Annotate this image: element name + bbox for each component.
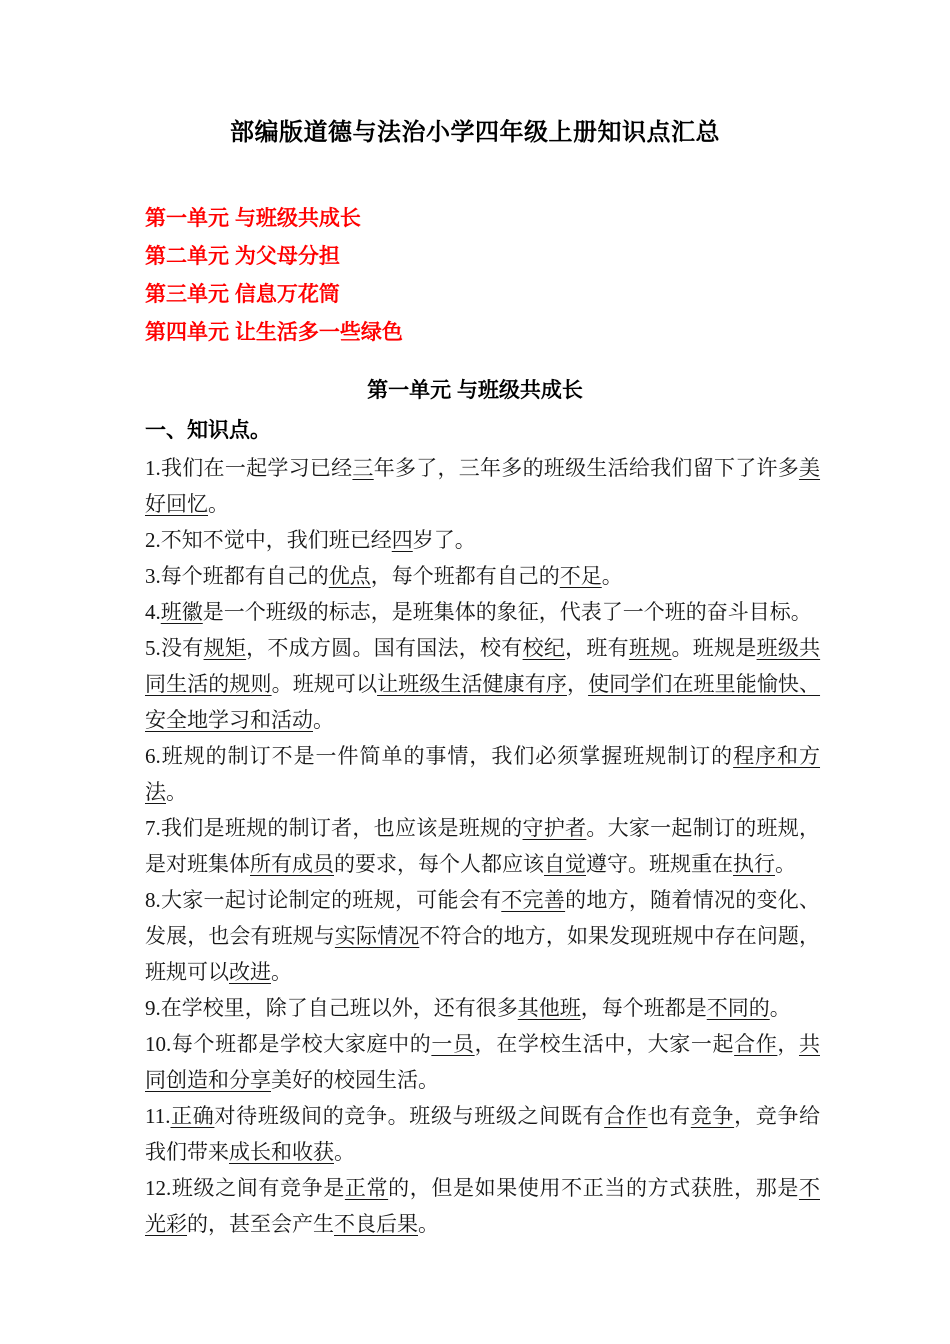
text-run: 12.班级之间有竞争是 bbox=[145, 1176, 345, 1200]
underlined-term: 自觉 bbox=[544, 852, 586, 876]
knowledge-point bbox=[145, 738, 820, 810]
text-run: 的地方，随着情况的变化、发展，也会有班规与 bbox=[145, 888, 821, 948]
toc-item-unit2: 第二单元 为父母分担 bbox=[145, 245, 340, 268]
underlined-term: 三 bbox=[352, 456, 374, 480]
text-run: 11. bbox=[145, 1104, 171, 1128]
text-run: 5.没有 bbox=[145, 636, 204, 660]
text-run: 年多了，三年多的班级生活给我们留下了许多 bbox=[373, 456, 800, 480]
text-run: 。 bbox=[601, 564, 623, 588]
knowledge-point bbox=[145, 450, 820, 522]
knowledge-point bbox=[145, 810, 820, 882]
underlined-term: 实际情况 bbox=[334, 924, 420, 948]
underlined-term: 校纪 bbox=[522, 636, 566, 660]
knowledge-points-label: 一、知识点。 bbox=[145, 419, 271, 442]
underlined-term: 不光彩 bbox=[145, 1176, 820, 1236]
text-run: 不符合的地方，如果发现班规中存在问题，班规可以 bbox=[145, 924, 821, 984]
underlined-term: 一员 bbox=[431, 1032, 475, 1056]
text-run: 6.班规的制订不是一件简单的事情，我们必须掌握班规制订的 bbox=[145, 744, 734, 768]
text-run: 。大家一起制订的班规，是对班集体 bbox=[145, 816, 821, 876]
knowledge-point bbox=[145, 558, 820, 594]
text-run: 的，甚至会产生 bbox=[187, 1212, 334, 1236]
underlined-term: 四 bbox=[391, 528, 413, 552]
text-run: 对待班级间的竞争。班级与班级之间既有 bbox=[214, 1104, 605, 1128]
underlined-term: 优点 bbox=[328, 564, 371, 588]
text-run: 。班规可以 bbox=[271, 672, 378, 696]
text-run: ，班有 bbox=[565, 636, 629, 660]
text-run: 8.大家一起讨论制定的班规，可能会有 bbox=[145, 888, 502, 912]
underlined-term: 合作 bbox=[734, 1032, 778, 1056]
text-run: ，竞争给我们带来 bbox=[145, 1104, 821, 1164]
knowledge-points-list bbox=[145, 450, 820, 1242]
text-run: 。 bbox=[418, 1212, 439, 1236]
text-run: ， bbox=[777, 1032, 799, 1056]
text-run: 9.在学校里，除了自己班以外，还有很多 bbox=[145, 996, 518, 1020]
underlined-term: 不同的 bbox=[706, 996, 770, 1020]
text-run: ，不成方圆。国有国法，校有 bbox=[246, 636, 523, 660]
text-run: ，在学校生活中，大家一起 bbox=[474, 1032, 735, 1056]
knowledge-point bbox=[145, 1026, 820, 1098]
text-run: ， bbox=[566, 672, 589, 696]
knowledge-point bbox=[145, 594, 820, 630]
text-run: ，每个班都是 bbox=[580, 996, 707, 1020]
section-heading: 第一单元 与班级共成长 bbox=[367, 379, 583, 402]
text-run: 3.每个班都有自己的 bbox=[145, 564, 329, 588]
text-run: 美好的校园生活。 bbox=[271, 1068, 439, 1092]
document-title: 部编版道德与法治小学四年级上册知识点汇总 bbox=[230, 119, 720, 146]
underlined-term: 使同学们在班里能愉快、安全地学习和活动 bbox=[145, 672, 821, 732]
underlined-term: 美好回忆 bbox=[145, 456, 821, 516]
text-run: 遵守。班规重在 bbox=[586, 852, 733, 876]
text-run: ，每个班都有自己的 bbox=[370, 564, 560, 588]
text-run: 。 bbox=[775, 852, 796, 876]
knowledge-point bbox=[145, 1098, 820, 1170]
toc-item-unit4: 第四单元 让生活多一些绿色 bbox=[145, 321, 403, 344]
underlined-term: 让班级生活健康有序 bbox=[377, 672, 567, 696]
text-run: 。 bbox=[271, 960, 292, 984]
underlined-term: 守护者 bbox=[522, 816, 587, 840]
underlined-term: 不良后果 bbox=[334, 1212, 418, 1236]
underlined-term: 合作 bbox=[604, 1104, 648, 1128]
underlined-term: 班规 bbox=[628, 636, 672, 660]
text-run: 4. bbox=[145, 600, 161, 624]
underlined-term: 执行 bbox=[733, 852, 775, 876]
underlined-term: 正常 bbox=[344, 1176, 389, 1200]
knowledge-point bbox=[145, 882, 820, 990]
text-run: 的，但是如果使用不正当的方式获胜，那是 bbox=[388, 1176, 799, 1200]
knowledge-point bbox=[145, 990, 820, 1026]
toc-item-unit1: 第一单元 与班级共成长 bbox=[145, 207, 361, 230]
underlined-term: 改进 bbox=[229, 960, 271, 984]
knowledge-point bbox=[145, 522, 820, 558]
underlined-term: 不足 bbox=[559, 564, 602, 588]
text-run: 是一个班级的标志，是班集体的象征，代表了一个班的奋斗目标。 bbox=[202, 600, 812, 624]
underlined-term: 班级共同生活的规则 bbox=[145, 636, 821, 696]
underlined-term: 正确 bbox=[170, 1104, 215, 1128]
text-run: 。 bbox=[313, 708, 334, 732]
underlined-term: 所有成员 bbox=[250, 852, 334, 876]
text-run: 1.我们在一起学习已经 bbox=[145, 456, 353, 480]
underlined-term: 其他班 bbox=[517, 996, 581, 1020]
underlined-term: 程序和方法 bbox=[145, 744, 821, 804]
text-run: 。班规是 bbox=[671, 636, 757, 660]
underlined-term: 不完善 bbox=[501, 888, 566, 912]
toc-item-unit3: 第三单元 信息万花筒 bbox=[145, 283, 340, 306]
text-run: 。 bbox=[166, 780, 187, 804]
underlined-term: 规矩 bbox=[203, 636, 247, 660]
underlined-term: 成长和收获 bbox=[229, 1140, 334, 1164]
text-run: 10.每个班都是学校大家庭中的 bbox=[145, 1032, 432, 1056]
unit-toc bbox=[145, 200, 820, 352]
knowledge-point bbox=[145, 1170, 820, 1242]
text-run: 。 bbox=[208, 492, 229, 516]
underlined-term: 竞争 bbox=[690, 1104, 735, 1128]
text-run: 的要求，每个人都应该 bbox=[334, 852, 544, 876]
underlined-term: 班徽 bbox=[160, 600, 203, 624]
text-run: 岁了。 bbox=[412, 528, 476, 552]
text-run: 7.我们是班规的制订者，也应该是班规的 bbox=[145, 816, 523, 840]
underlined-term: 共同创造和分享 bbox=[145, 1032, 820, 1092]
text-run: 。 bbox=[769, 996, 791, 1020]
text-run: 2.不知不觉中，我们班已经 bbox=[145, 528, 392, 552]
text-run: 也有 bbox=[647, 1104, 691, 1128]
text-run: 。 bbox=[334, 1140, 355, 1164]
knowledge-point bbox=[145, 630, 820, 738]
